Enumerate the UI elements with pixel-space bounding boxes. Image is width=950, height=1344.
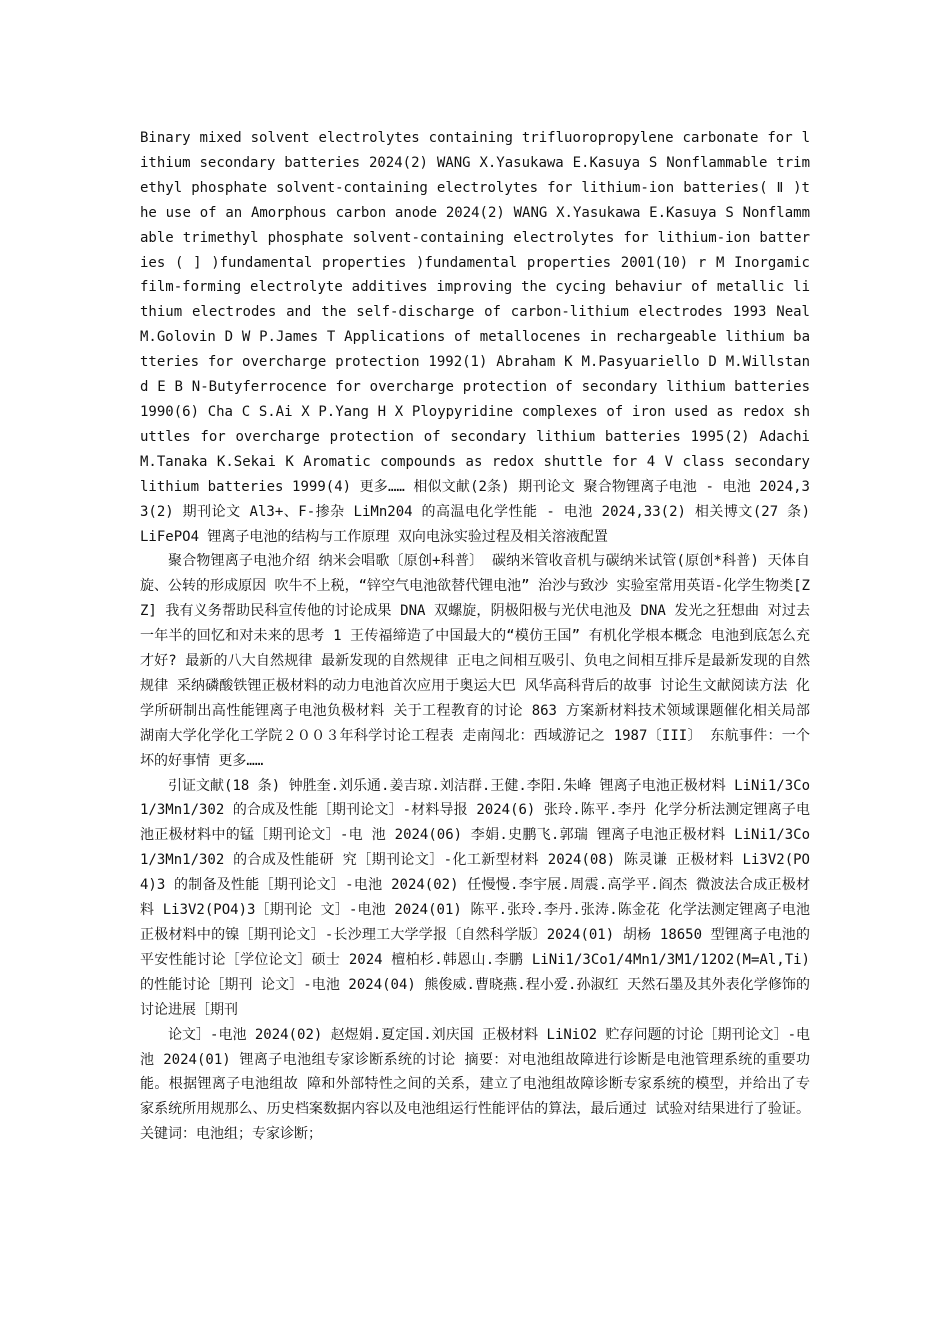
citing-literature-paragraph: 引证文献(18 条) 钟胜奎.刘乐通.姜吉琼.刘洁群.王健.李阳.朱峰 锂离子电池正极材料 LiNi1/3Co1/3Mn1/302 的合成及性能［期刊论文］-材料导报 2024(6) 张玲.陈平.李丹 化学分析法测定锂离子电池正极材料中的锰［期刊论文］-电 池 2024(06) 李娟.史鹏飞.郭瑞 锂离子电池正极材料 LiNi1/3Co1/3Mn1/302 的合成及性能研 究［期刊论文］-化工新型材料 2024(08) 陈灵谦 正极材料 Li3V2(PO4)3 的制备及性能［期刊论文］-电池 2024(02) 任慢慢.李宇展.周震.高学平.阎杰 微波法合成正极材料 Li3V2(PO4)3［期刊论 文］-电池 2024(01) 陈平.张玲.李丹.张涛.陈金花 化学法测定锂离子电池正极材料中的镍［期刊论文］-长沙理工大学学报〔自然科学版〕2024(01) 胡杨 18650 型锂离子电池的平安性能讨论［学位论文］硕士 2024 檀柏杉.韩恩山.李鹏 LiNi1/3Co1/4Mn1/3M1/12O2(M=Al,Ti)的性能讨论［期刊 论文］-电池 2024(04) 熊俊威.曹晓燕.程小爱.孙淑红 天然石墨及其外表化学修饰的讨论进展［期刊 [140,777,810,1018]
document-body [140,126,810,1147]
abstract-paragraph: 论文］-电池 2024(02) 赵煜娟.夏定国.刘庆国 正极材料 LiNiO2 贮存问题的讨论［期刊论文］-电池 2024(01) 锂离子电池组专家诊断系统的讨论 摘要：对电池组故障进行诊断是电池管理系统的重要功能。根据锂离子电池组故 障和外部特性之间的关系，建立了电池组故障诊断专家系统的模型，并给出了专 家系统所用规那么、历史档案数据内容以及电池组运行性能评估的算法，最后通过 试验对结果进行了验证。 关键词：电池组；专家诊断； [140,1026,810,1143]
related-blog-posts-paragraph: 聚合物锂离子电池介绍 纳米会唱歌〔原创+科普〕 碳纳米管收音机与碳纳米试管(原创*科普) 天体自旋、公转的形成原因 吹牛不上税，“锌空气电池欲替代锂电池” 治沙与致沙 实验室常用英语-化学生物类[ZZ] 我有义务帮助民科宣传他的讨论成果 DNA 双螺旋，阴极阳极与光伏电池及 DNA 发光之狂想曲 对过去一年半的回忆和对未来的思考 1 王传福缔造了中国最大的“模仿王国” 有机化学根本概念 电池到底怎么充才好? 最新的八大自然规律 最新发现的自然规律 正电之间相互吸引、负电之间相互排斥是最新发现的自然规律 采纳磷酸铁锂正极材料的动力电池首次应用于奥运大巴 风华高科背后的故事 讨论生文献阅读方法 化学所研制出高性能锂离子电池负极材料 关于工程教育的讨论 863 方案新材料技术领域课题催化相关局部 湖南大学化学化工学院２００３年科学讨论工程表 走南闯北：西域游记之 1987〔III〕 东航事件：一个坏的好事情 更多…… [140,553,810,769]
reference-list-paragraph: Binary mixed solvent electrolytes containing trifluoropropylene carbonate for lithium secondary batteries 2024(2) WANG X.Yasukawa E.Kasuya S Nonflammable trimethyl phosphate solvent-containing electrolytes for lithium-ion batteries( Ⅱ )the use of an Amorphous carbon anode 2024(2) WANG X.Yasukawa E.Kasuya S Nonflammable trimethyl phosphate solvent-containing electrolytes for lithium-ion batteries ( ] )fundamental properties )fundamental properties 2001(10) r M Inorgamic film-forming electrolyte additives improving the cycing behaviur of metallic lithium electrodes and the self-discharge of carbon-lithium electrodes 1993 Neal M.Golovin D W P.James T Applications of metallocenes in rechargeable lithium batteries for overcharge protection 1992(1) Abraham K M.Pasyuariello D M.Willstand E B N-Butyferrocence for overcharge protection of secondary lithium batteries 1990(6) Cha C S.Ai X P.Yang H X Ploypyridine complexes of iron used as redox shuttles for overcharge protection of secondary lithium batteries 1995(2) Adachi M.Tanaka K.Sekai K Aromatic compounds as redox shuttle for 4 V class secondary lithium batteries 1999(4) 更多…… 相似文献(2条) 期刊论文 聚合物锂离子电池 - 电池 2024,33(2) 期刊论文 Al3+、F-掺杂 LiMn204 的高温电化学性能 - 电池 2024,33(2) 相关博文(27 条) LiFePO4 锂离子电池的结构与工作原理 双向电泳实验过程及相关溶液配置 [140,130,810,545]
